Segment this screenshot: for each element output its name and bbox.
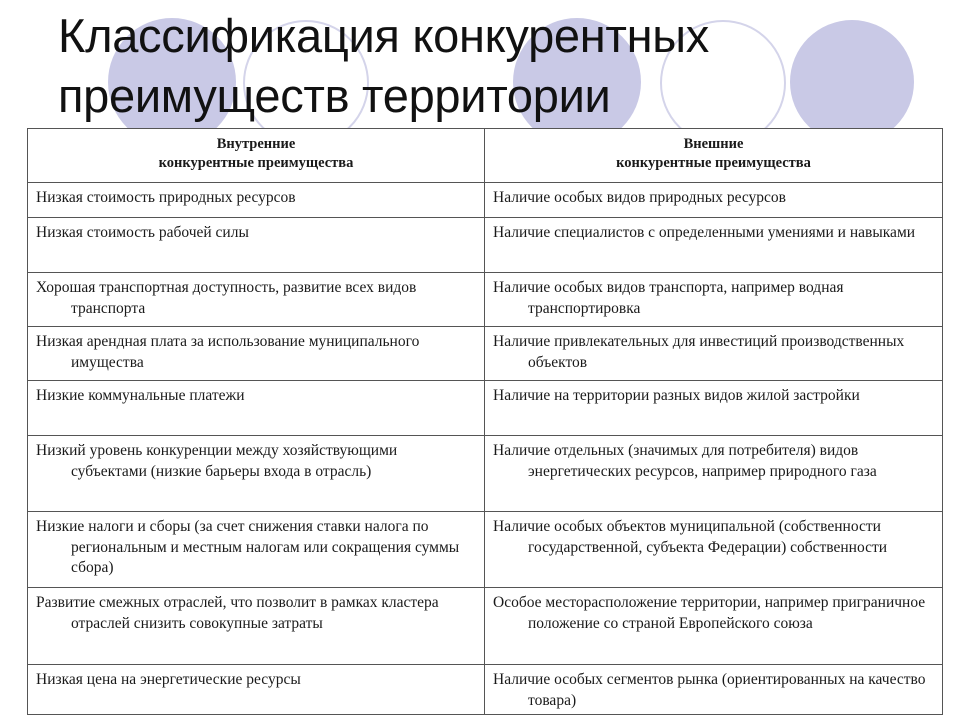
external-cell: Наличие особых сегментов рынка (ориентированных на качество товара) (485, 665, 943, 715)
header-internal: Внутренние конкурентные преимущества (28, 129, 485, 183)
internal-cell: Низкая арендная плата за использование муниципального имущества (28, 327, 485, 381)
external-cell: Наличие привлекательных для инвестиций производственных объектов (485, 327, 943, 381)
table-row (28, 183, 943, 218)
internal-cell: Низкая стоимость природных ресурсов (28, 183, 485, 218)
internal-cell: Развитие смежных отраслей, что позволит в рамках кластера отраслей снизить совокупные затраты (28, 588, 485, 665)
external-cell: Наличие особых видов природных ресурсов (485, 183, 943, 218)
table-row (28, 273, 943, 327)
advantages-table (27, 128, 943, 715)
table-header-row (28, 129, 943, 183)
slide-title (58, 6, 918, 126)
header-external: Внешние конкурентные преимущества (485, 129, 943, 183)
external-cell: Наличие особых объектов муниципальной (собственности государственной, субъекта Федерации) собственности (485, 512, 943, 588)
table-row (28, 327, 943, 381)
external-cell: Наличие особых видов транспорта, например водная транспортировка (485, 273, 943, 327)
internal-cell: Низкие коммунальные платежи (28, 381, 485, 436)
internal-cell: Низкие налоги и сборы (за счет снижения ставки налога по региональным и местным налогам или сокращения суммы сбора) (28, 512, 485, 588)
external-cell: Наличие на территории разных видов жилой застройки (485, 381, 943, 436)
table-row (28, 512, 943, 588)
table-row (28, 665, 943, 715)
table-row (28, 588, 943, 665)
title-line-2: преимуществ территории (58, 69, 611, 122)
external-cell: Наличие специалистов с определенными умениями и навыками (485, 218, 943, 273)
external-cell: Особое месторасположение территории, например приграничное положение со страной Европейского союза (485, 588, 943, 665)
table-row (28, 436, 943, 512)
external-cell: Наличие отдельных (значимых для потребителя) видов энергетических ресурсов, например природного газа (485, 436, 943, 512)
internal-cell: Хорошая транспортная доступность, развитие всех видов транспорта (28, 273, 485, 327)
internal-cell: Низкая цена на энергетические ресурсы (28, 665, 485, 715)
table-row (28, 218, 943, 273)
internal-cell: Низкий уровень конкуренции между хозяйствующими субъектами (низкие барьеры входа в отрасль) (28, 436, 485, 512)
title-line-1: Классификация конкурентных (58, 9, 709, 62)
table-row (28, 381, 943, 436)
internal-cell: Низкая стоимость рабочей силы (28, 218, 485, 273)
